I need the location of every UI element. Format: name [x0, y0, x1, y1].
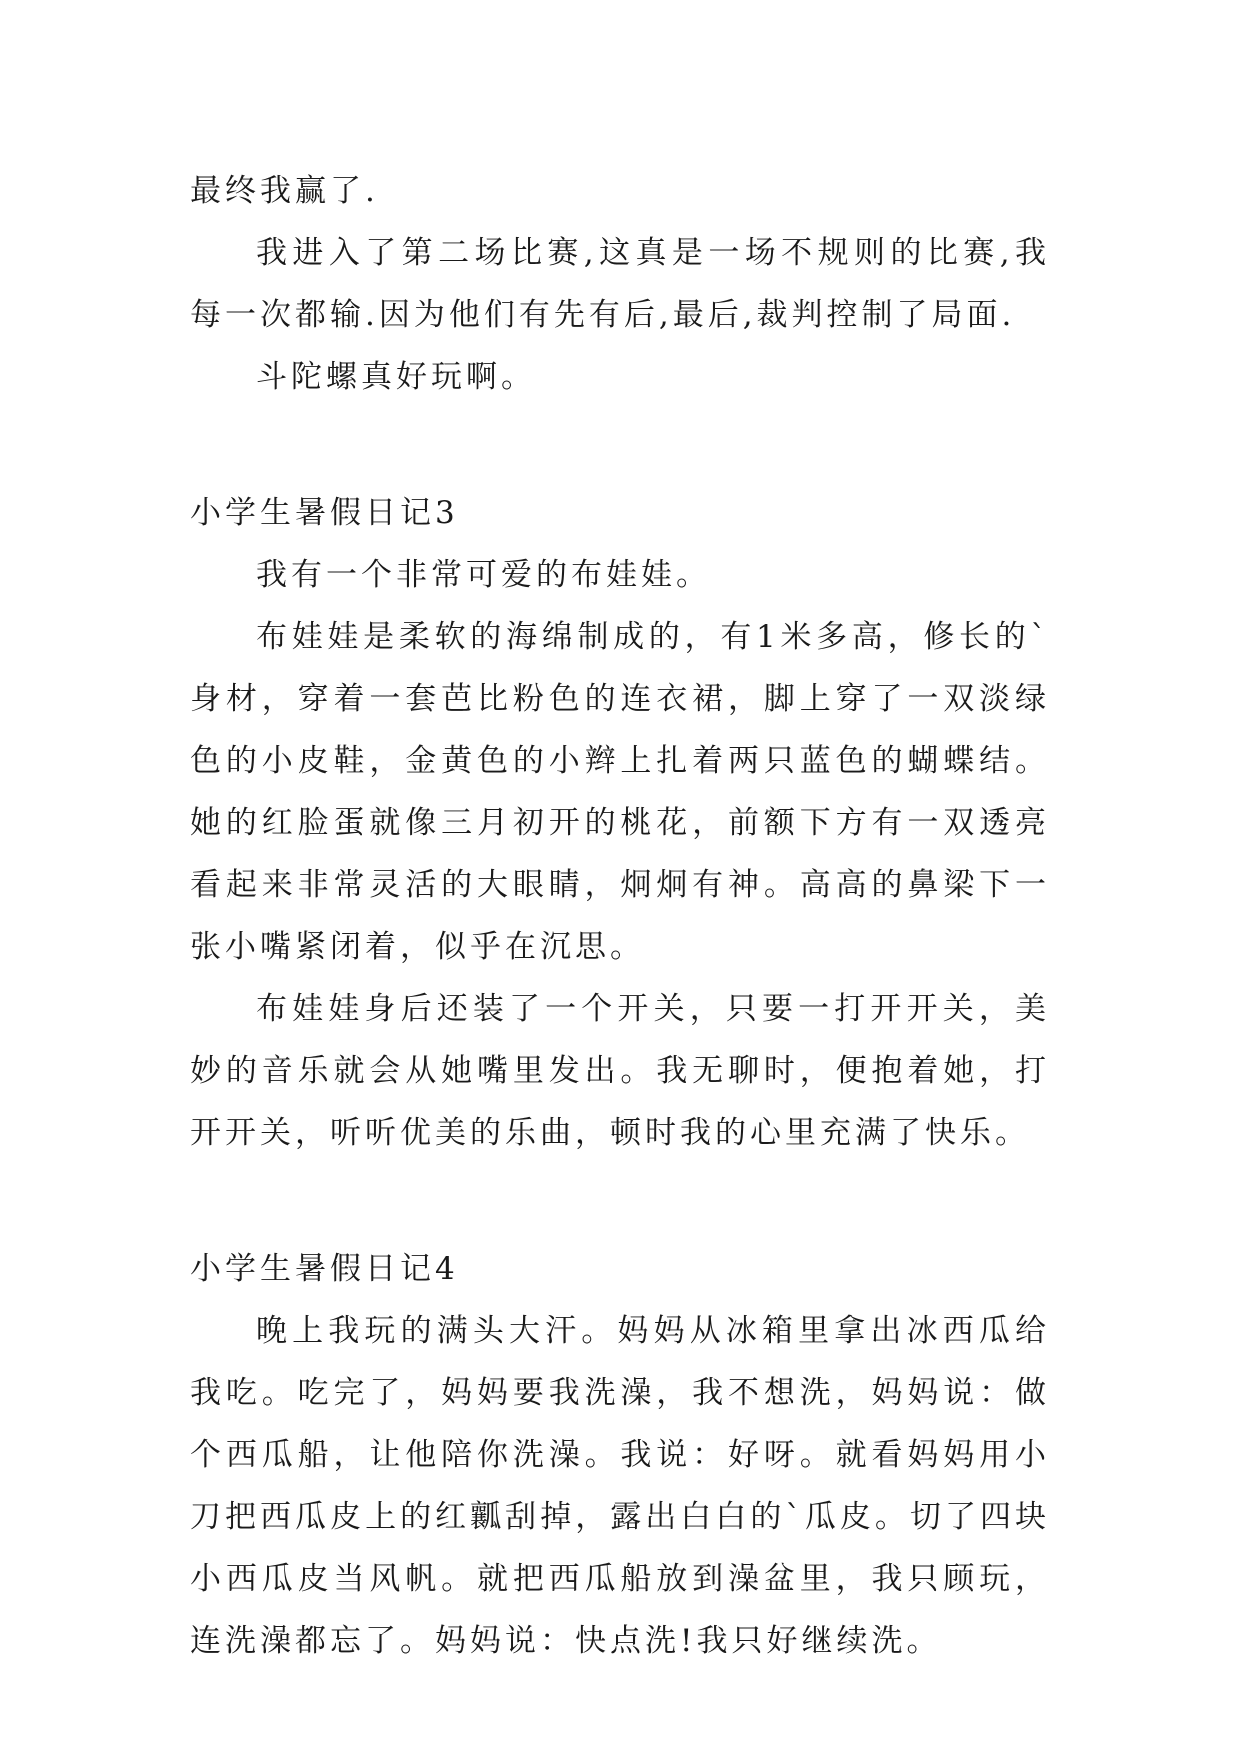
- paragraph: 晚上我玩的满头大汗。妈妈从冰箱里拿出冰西瓜给我吃。吃完了，妈妈要我洗澡，我不想洗，妈妈说：做个西瓜船，让他陪你洗澡。我说：好呀。就看妈妈用小刀把西瓜皮上的红瓤刮掉，露出白白的`瓜皮。切了四块小西瓜皮当风帆。就把西瓜船放到澡盆里，我只顾玩，连洗澡都忘了。妈妈说：快点洗!我只好继续洗。: [190, 1313, 1050, 1659]
- section-heading: 小学生暑假日记4: [190, 1251, 459, 1287]
- paragraph: 最终我赢了.: [190, 173, 379, 209]
- paragraph: 布娃娃是柔软的海绵制成的，有1米多高，修长的`身材，穿着一套芭比粉色的连衣裙，脚上穿了一双淡绿色的小皮鞋，金黄色的小辫上扎着两只蓝色的蝴蝶结。她的红脸蛋就像三月初开的桃花，前额下方有一双透亮看起来非常灵活的大眼睛，炯炯有神。高高的鼻梁下一张小嘴紧闭着，似乎在沉思。: [190, 619, 1050, 965]
- paragraph: 斗陀螺真好玩啊。: [256, 359, 536, 395]
- section-heading: 小学生暑假日记3: [190, 495, 459, 531]
- paragraph: 布娃娃身后还装了一个开关，只要一打开开关，美妙的音乐就会从她嘴里发出。我无聊时，便抱着她，打开开关，听听优美的乐曲，顿时我的心里充满了快乐。: [190, 991, 1050, 1151]
- paragraph: 我进入了第二场比赛,这真是一场不规则的比赛,我每一次都输.因为他们有先有后,最后,裁判控制了局面.: [190, 235, 1050, 333]
- document-page: [190, 160, 1050, 1672]
- paragraph: 我有一个非常可爱的布娃娃。: [256, 557, 711, 593]
